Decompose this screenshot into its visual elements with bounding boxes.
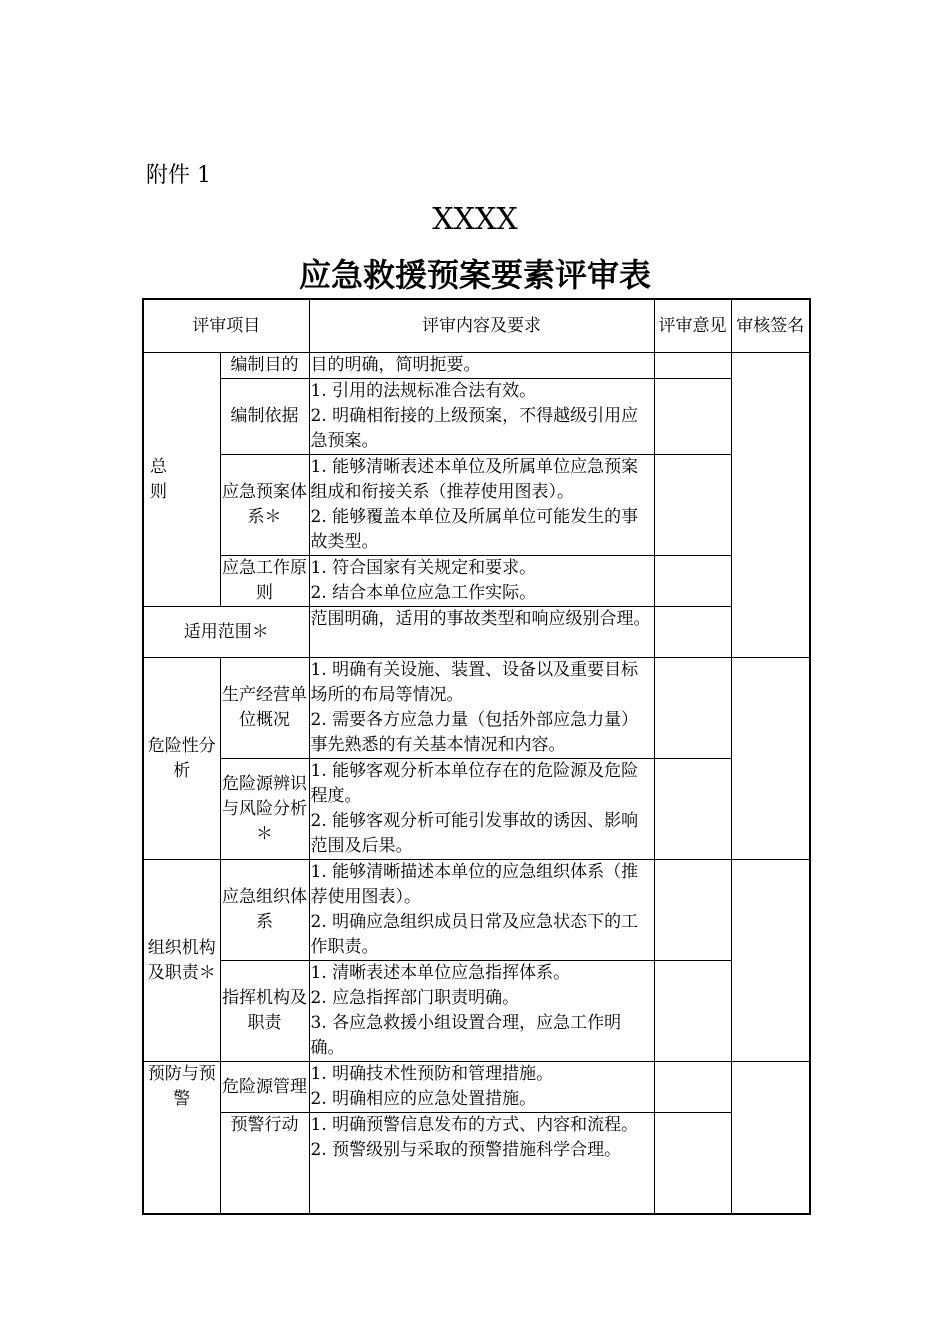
table-row — [143, 658, 810, 759]
section-general: 总 则 — [143, 353, 220, 607]
content-line: 范围明确，适用的事故类型和响应级别合理。 — [310, 609, 651, 629]
content-line: 2. 应急指挥部门职责明确。 — [310, 988, 520, 1008]
table-row — [143, 1113, 810, 1214]
content-line: 1. 能够客观分析本单位存在的危险源及危险程度。 — [310, 761, 639, 806]
content-line: 2. 能够覆盖本单位及所属单位可能发生的事故类型。 — [310, 507, 639, 552]
content-line: 2. 明确应急组织成员日常及应急状态下的工作职责。 — [310, 912, 639, 957]
content-line: 1. 明确预警信息发布的方式、内容和流程。 — [310, 1115, 639, 1135]
item-content — [309, 1113, 654, 1214]
item-content — [309, 658, 654, 759]
item-content — [309, 353, 654, 379]
item-name: 应急预案体系＊ — [220, 455, 309, 556]
section-hazard: 危险性分析 — [143, 658, 220, 860]
header-signature: 审核签名 — [731, 299, 810, 353]
document-title-line1: XXXX — [432, 202, 518, 237]
content-line: 1. 明确有关设施、装置、设备以及重要目标场所的布局等情况。 — [310, 660, 639, 705]
opinion-cell[interactable] — [654, 961, 731, 1062]
table-header-row — [143, 299, 810, 353]
opinion-cell[interactable] — [654, 607, 731, 658]
table-row — [143, 961, 810, 1062]
content-line: 2. 明确相衔接的上级预案，不得越级引用应急预案。 — [310, 406, 639, 451]
table-row — [143, 379, 810, 455]
section-prevention: 预防与预警 — [143, 1062, 220, 1214]
header-content: 评审内容及要求 — [309, 299, 654, 353]
item-name: 编制依据 — [220, 379, 309, 455]
opinion-cell[interactable] — [654, 1062, 731, 1113]
content-line: 1. 符合国家有关规定和要求。 — [310, 558, 537, 578]
content-line: 2. 结合本单位应急工作实际。 — [310, 583, 537, 603]
opinion-cell[interactable] — [654, 658, 731, 759]
header-project: 评审项目 — [143, 299, 309, 353]
review-table — [142, 298, 811, 1215]
table-row — [143, 860, 810, 961]
item-content — [309, 759, 654, 860]
item-name: 应急工作原则 — [220, 556, 309, 607]
item-name: 编制目的 — [220, 353, 309, 379]
opinion-cell[interactable] — [654, 455, 731, 556]
item-content — [309, 961, 654, 1062]
table-row — [143, 759, 810, 860]
content-line: 目的明确，简明扼要。 — [310, 355, 481, 375]
table-row — [143, 607, 810, 658]
section-scope: 适用范围＊ — [143, 607, 309, 658]
table-row — [143, 1062, 810, 1113]
document-title-line2: 应急救援预案要素评审表 — [298, 256, 651, 294]
content-line: 2. 预警级别与采取的预警措施科学合理。 — [310, 1140, 622, 1160]
content-line: 2. 能够客观分析可能引发事故的诱因、影响范围及后果。 — [310, 811, 639, 856]
opinion-cell[interactable] — [654, 1113, 731, 1214]
opinion-cell[interactable] — [654, 353, 731, 379]
item-name: 预警行动 — [220, 1113, 309, 1214]
content-line: 1. 明确技术性预防和管理措施。 — [310, 1064, 554, 1084]
item-name: 应急组织体系 — [220, 860, 309, 961]
opinion-cell[interactable] — [654, 379, 731, 455]
table-row — [143, 556, 810, 607]
item-name: 危险源辨识与风险分析＊ — [220, 759, 309, 860]
opinion-cell[interactable] — [654, 860, 731, 961]
item-content — [309, 860, 654, 961]
content-line: 1. 能够清晰表述本单位及所属单位应急预案组成和衔接关系（推荐使用图表）。 — [310, 457, 639, 502]
item-content — [309, 1062, 654, 1113]
item-content — [309, 607, 654, 658]
signature-cell[interactable] — [731, 353, 810, 658]
section-org: 组织机构及职责＊ — [143, 860, 220, 1062]
item-content — [309, 379, 654, 455]
item-content — [309, 556, 654, 607]
content-line: 2. 需要各方应急力量（包括外部应急力量）事先熟悉的有关基本情况和内容。 — [310, 710, 639, 755]
signature-cell[interactable] — [731, 658, 810, 860]
table-row — [143, 353, 810, 379]
content-line: 2. 明确相应的应急处置措施。 — [310, 1089, 537, 1109]
item-name: 危险源管理 — [220, 1062, 309, 1113]
table-row — [143, 455, 810, 556]
signature-cell[interactable] — [731, 1062, 810, 1214]
item-name: 指挥机构及职责 — [220, 961, 309, 1062]
content-line: 1. 清晰表述本单位应急指挥体系。 — [310, 963, 571, 983]
opinion-cell[interactable] — [654, 759, 731, 860]
content-line: 3. 各应急救援小组设置合理，应急工作明确。 — [310, 1013, 622, 1058]
item-content — [309, 455, 654, 556]
item-name: 生产经营单位概况 — [220, 658, 309, 759]
annex-label: 附件 1 — [146, 163, 211, 188]
signature-cell[interactable] — [731, 860, 810, 1062]
content-line: 1. 引用的法规标准合法有效。 — [310, 381, 537, 401]
header-opinion: 评审意见 — [654, 299, 731, 353]
opinion-cell[interactable] — [654, 556, 731, 607]
content-line: 1. 能够清晰描述本单位的应急组织体系（推荐使用图表）。 — [310, 862, 639, 907]
